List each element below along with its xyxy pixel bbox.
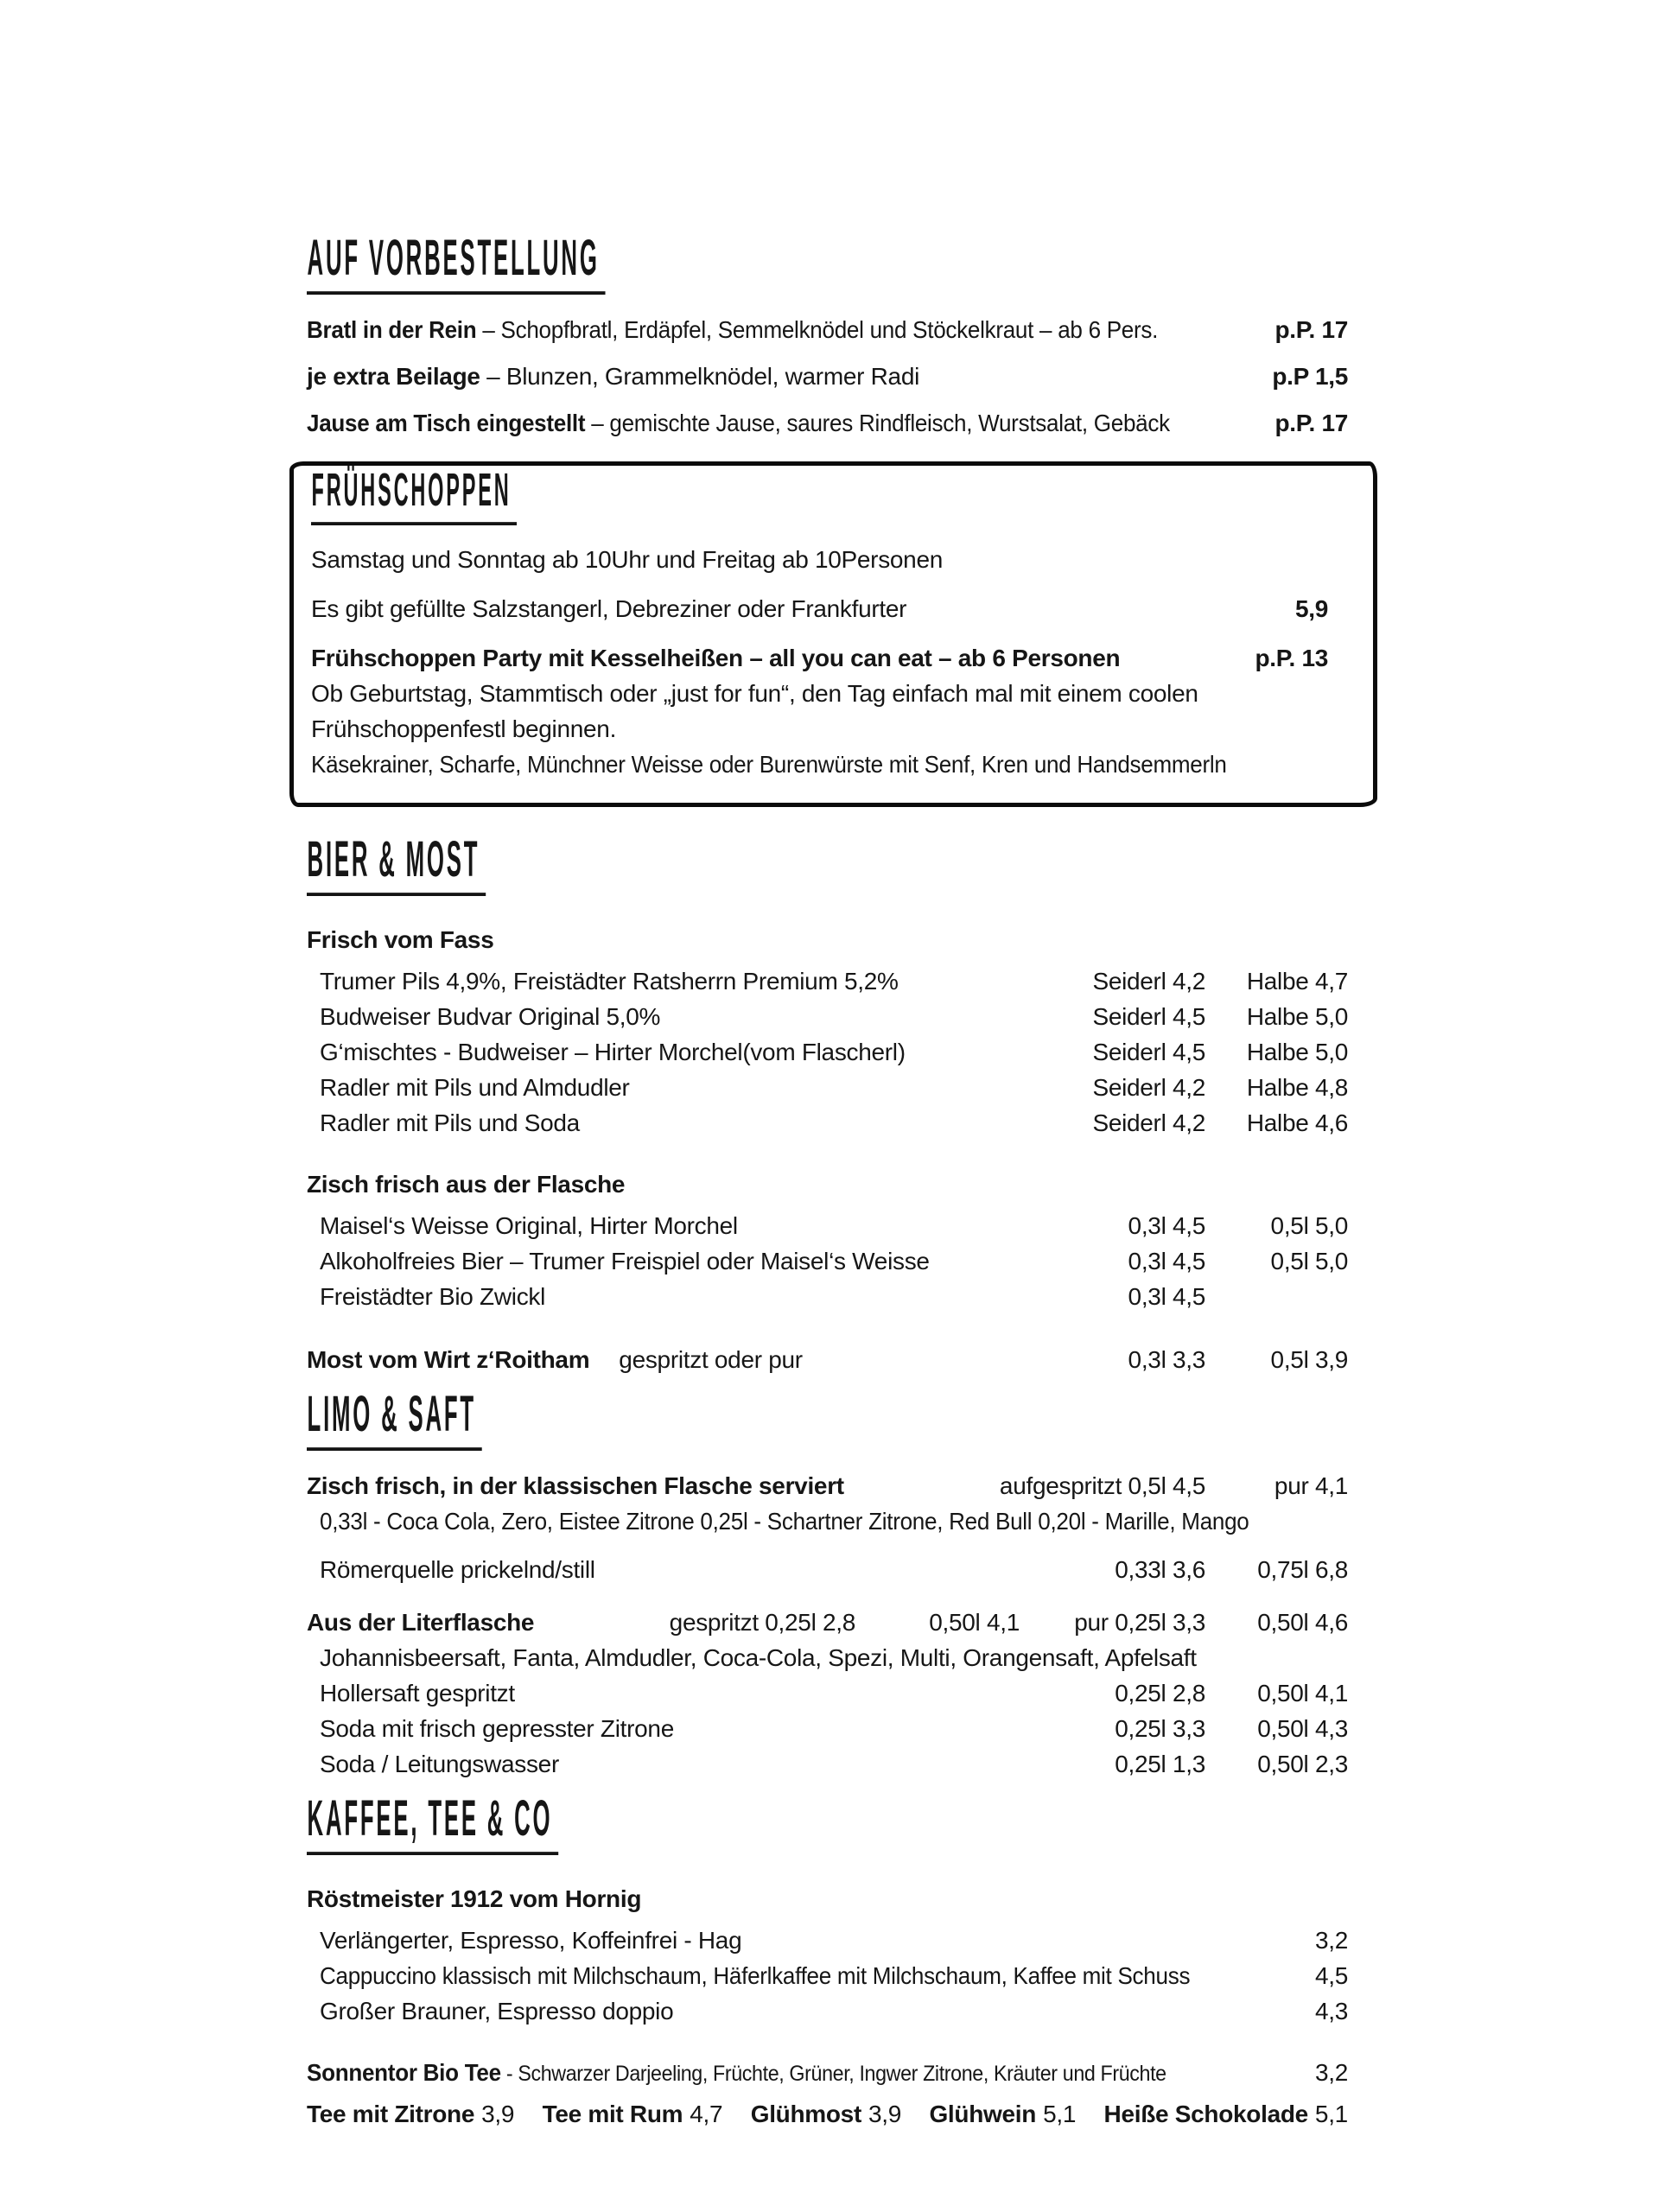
item-price-halbe: Halbe 4,8 bbox=[1246, 1074, 1348, 1101]
item-price-halbe: Halbe 5,0 bbox=[1246, 1039, 1348, 1065]
item-name: Tee mit Rum bbox=[542, 2101, 683, 2127]
item-price-gespritzt-050l: 0,50l 4,1 bbox=[929, 1609, 1020, 1636]
item-price-03l: 0,3l 4,5 bbox=[1128, 1248, 1205, 1274]
item-price: 4,3 bbox=[1314, 1998, 1348, 2024]
fruehschoppen-wurst-list: Käsekrainer, Scharfe, Münchner Weisse oder Burenwürste mit Senf, Kren und Handsemmerln bbox=[311, 751, 1227, 778]
section-fruehschoppen-box bbox=[289, 461, 1377, 807]
tee-row-hot-drinks bbox=[307, 2096, 1348, 2132]
item-price-pur: pur 4,1 bbox=[1274, 1472, 1348, 1499]
section-limo-saft bbox=[307, 1384, 1348, 1782]
item-price: 3,9 bbox=[868, 2101, 902, 2127]
item-name: Hollersaft gespritzt bbox=[320, 1680, 515, 1707]
item-price-05l: 0,5l 5,0 bbox=[1270, 1248, 1348, 1274]
item-price-075l: 0,75l 6,8 bbox=[1257, 1556, 1348, 1583]
item-price-025l: 0,25l 1,3 bbox=[1115, 1751, 1205, 1777]
item-price-aufgespritzt: aufgespritzt 0,5l 4,5 bbox=[999, 1472, 1205, 1499]
hot-drink-item bbox=[1104, 2096, 1348, 2132]
menu-row-bratl bbox=[307, 312, 1348, 347]
section-title-kaffee-tee: KAFFEE, TEE & CO bbox=[307, 1789, 558, 1855]
item-name: Glühwein bbox=[929, 2101, 1037, 2127]
item-name: Radler mit Pils und Almdudler bbox=[320, 1074, 630, 1101]
section-kaffee-tee bbox=[307, 1789, 1348, 2132]
item-name: Bratl in der Rein bbox=[307, 316, 477, 343]
item-price-025l: 0,25l 3,3 bbox=[1115, 1715, 1205, 1742]
beer-row bbox=[307, 1034, 1348, 1070]
section-title-fruehschoppen: FRÜHSCHOPPEN bbox=[311, 465, 517, 525]
item-name: Soda mit frisch gepresster Zitrone bbox=[320, 1715, 674, 1742]
item-name: Most vom Wirt z‘Roitham bbox=[307, 1346, 590, 1373]
item-description: – Blunzen, Grammelknödel, warmer Radi bbox=[480, 363, 920, 390]
item-price: 5,9 bbox=[1294, 595, 1328, 622]
limo-row bbox=[307, 1746, 1348, 1782]
fruehschoppen-row-party bbox=[311, 640, 1328, 676]
beer-row bbox=[307, 1208, 1348, 1243]
item-name: Soda / Leitungswasser bbox=[320, 1751, 559, 1777]
beer-row bbox=[307, 1243, 1348, 1279]
beer-row bbox=[307, 1070, 1348, 1105]
hot-drink-item bbox=[751, 2096, 901, 2132]
item-name: Budweiser Budvar Original 5,0% bbox=[320, 1003, 661, 1030]
kaffee-row bbox=[307, 1993, 1348, 2029]
beer-row bbox=[307, 1105, 1348, 1141]
item-varieties: - Schwarzer Darjeeling, Früchte, Grüner, Ingwer Zitrone, Kräuter und Früchte bbox=[500, 2062, 1166, 2086]
beer-row bbox=[307, 999, 1348, 1034]
item-price-halbe: Halbe 4,6 bbox=[1246, 1109, 1348, 1136]
item-name: Heiße Schokolade bbox=[1103, 2101, 1308, 2127]
item-price-pur-050l: 0,50l 4,6 bbox=[1257, 1609, 1348, 1636]
limo-row bbox=[307, 1675, 1348, 1711]
fruehschoppen-description: Ob Geburtstag, Stammtisch oder „just for fun“, den Tag einfach mal mit einem coolen Frühschoppenfestl beginnen. bbox=[311, 680, 1198, 742]
section-bier-most bbox=[307, 830, 1348, 1377]
item-price: p.P. 17 bbox=[1274, 410, 1348, 436]
item-price: 4,7 bbox=[690, 2101, 723, 2127]
item-price-050l: 0,50l 2,3 bbox=[1257, 1751, 1348, 1777]
kaffee-row bbox=[307, 1958, 1348, 1993]
item-price-halbe: Halbe 5,0 bbox=[1246, 1003, 1348, 1030]
item-name: Trumer Pils 4,9%, Freistädter Ratsherrn Premium 5,2% bbox=[320, 968, 899, 995]
limo-liter-varieties: Johannisbeersaft, Fanta, Almdudler, Coca-Cola, Spezi, Multi, Orangensaft, Apfelsaft bbox=[320, 1644, 1197, 1671]
item-name: Radler mit Pils und Soda bbox=[320, 1109, 580, 1136]
item-price: 3,2 bbox=[1314, 2059, 1348, 2086]
section-title-vorbestellung: AUF VORBESTELLUNG bbox=[307, 229, 605, 295]
item-price: 5,1 bbox=[1314, 2101, 1348, 2127]
item-name: Aus der Literflasche bbox=[307, 1609, 535, 1636]
item-price-seiderl: Seiderl 4,2 bbox=[1092, 1109, 1205, 1136]
item-price-seiderl: Seiderl 4,5 bbox=[1092, 1039, 1205, 1065]
item-price-03l: 0,3l 3,3 bbox=[1128, 1346, 1205, 1373]
item-price-pur-025l: pur 0,25l 3,3 bbox=[1074, 1609, 1205, 1636]
tee-row-sonnentor bbox=[307, 2055, 1348, 2092]
item-price-gespritzt-025l: gespritzt 0,25l 2,8 bbox=[669, 1609, 855, 1636]
item-price-seiderl: Seiderl 4,2 bbox=[1092, 968, 1205, 995]
item-price: 3,2 bbox=[1314, 1927, 1348, 1954]
item-description: – gemischte Jause, saures Rindfleisch, Wurstsalat, Gebäck bbox=[585, 410, 1170, 436]
item-description: – Schopfbratl, Erdäpfel, Semmelknödel und Stöckelkraut – ab 6 Pers. bbox=[476, 316, 1159, 343]
item-name: Frühschoppen Party mit Kesselheißen – all you can eat – ab 6 Personen bbox=[311, 645, 1121, 671]
item-name: G‘mischtes - Budweiser – Hirter Morchel(vom Flascherl) bbox=[320, 1039, 906, 1065]
menu-row-jause bbox=[307, 405, 1348, 441]
item-price: p.P. 17 bbox=[1274, 316, 1348, 343]
item-price-025l: 0,25l 2,8 bbox=[1115, 1680, 1205, 1707]
limo-row-zisch bbox=[307, 1468, 1348, 1503]
item-variants: gespritzt oder pur bbox=[619, 1346, 803, 1373]
item-name: Großer Brauner, Espresso doppio bbox=[320, 1998, 674, 2024]
item-price: p.P 1,5 bbox=[1272, 363, 1348, 390]
item-name: Es gibt gefüllte Salzstangerl, Debreziner oder Frankfurter bbox=[311, 595, 907, 622]
item-name: Zisch frisch, in der klassischen Flasche serviert bbox=[307, 1472, 844, 1499]
item-price: 3,9 bbox=[481, 2101, 515, 2127]
item-price-05l: 0,5l 3,9 bbox=[1270, 1346, 1348, 1373]
group-heading-roestmeister: Röstmeister 1912 vom Hornig bbox=[307, 1885, 642, 1912]
group-heading-fass: Frisch vom Fass bbox=[307, 926, 494, 953]
hot-drink-item bbox=[543, 2096, 723, 2132]
item-price: 4,5 bbox=[1314, 1962, 1348, 1989]
item-price: p.P. 13 bbox=[1255, 645, 1328, 671]
section-title-bier-most: BIER & MOST bbox=[307, 830, 486, 896]
item-price-03l: 0,3l 4,5 bbox=[1128, 1212, 1205, 1239]
limo-row bbox=[307, 1711, 1348, 1746]
section-vorbestellung bbox=[307, 228, 1348, 441]
item-price-033l: 0,33l 3,6 bbox=[1115, 1556, 1205, 1583]
beer-row bbox=[307, 1279, 1348, 1314]
item-price-03l: 0,3l 4,5 bbox=[1128, 1283, 1205, 1310]
most-row bbox=[307, 1342, 1348, 1377]
item-price-050l: 0,50l 4,1 bbox=[1257, 1680, 1348, 1707]
group-heading-flasche: Zisch frisch aus der Flasche bbox=[307, 1171, 626, 1198]
item-price-halbe: Halbe 4,7 bbox=[1246, 968, 1348, 995]
item-price: 5,1 bbox=[1043, 2101, 1077, 2127]
limo-zisch-varieties: 0,33l - Coca Cola, Zero, Eistee Zitrone 0,25l - Schartner Zitrone, Red Bull 0,20l - Marille, Mango bbox=[320, 1508, 1249, 1535]
item-name: Freistädter Bio Zwickl bbox=[320, 1283, 546, 1310]
limo-row-roemerquelle bbox=[307, 1552, 1348, 1587]
item-name: Sonnentor Bio Tee bbox=[307, 2059, 501, 2086]
item-name: Alkoholfreies Bier – Trumer Freispiel oder Maisel‘s Weisse bbox=[320, 1248, 930, 1274]
item-name: Römerquelle prickelnd/still bbox=[320, 1556, 595, 1583]
item-name: je extra Beilage bbox=[307, 363, 480, 390]
item-name: Jause am Tisch eingestellt bbox=[307, 410, 586, 436]
section-title-limo-saft: LIMO & SAFT bbox=[307, 1385, 482, 1451]
fruehschoppen-times: Samstag und Sonntag ab 10Uhr und Freitag ab 10Personen bbox=[311, 546, 943, 573]
menu-row-beilage bbox=[307, 359, 1348, 394]
kaffee-row bbox=[307, 1923, 1348, 1958]
item-price-05l: 0,5l 5,0 bbox=[1270, 1212, 1348, 1239]
limo-row-literflasche bbox=[307, 1605, 1348, 1640]
item-price-seiderl: Seiderl 4,5 bbox=[1092, 1003, 1205, 1030]
hot-drink-item bbox=[929, 2096, 1076, 2132]
menu-content bbox=[307, 228, 1348, 2132]
item-name: Cappuccino klassisch mit Milchschaum, Häferlkaffee mit Milchschaum, Kaffee mit Schuss bbox=[320, 1962, 1191, 1989]
item-price-050l: 0,50l 4,3 bbox=[1257, 1715, 1348, 1742]
fruehschoppen-row-salzstangerl bbox=[311, 591, 1328, 626]
item-name: Glühmost bbox=[750, 2101, 861, 2127]
item-price-seiderl: Seiderl 4,2 bbox=[1092, 1074, 1205, 1101]
beer-row bbox=[307, 963, 1348, 999]
hot-drink-item bbox=[307, 2096, 514, 2132]
item-name: Tee mit Zitrone bbox=[307, 2101, 475, 2127]
item-name: Maisel‘s Weisse Original, Hirter Morchel bbox=[320, 1212, 738, 1239]
item-name: Verlängerter, Espresso, Koffeinfrei - Hag bbox=[320, 1927, 742, 1954]
